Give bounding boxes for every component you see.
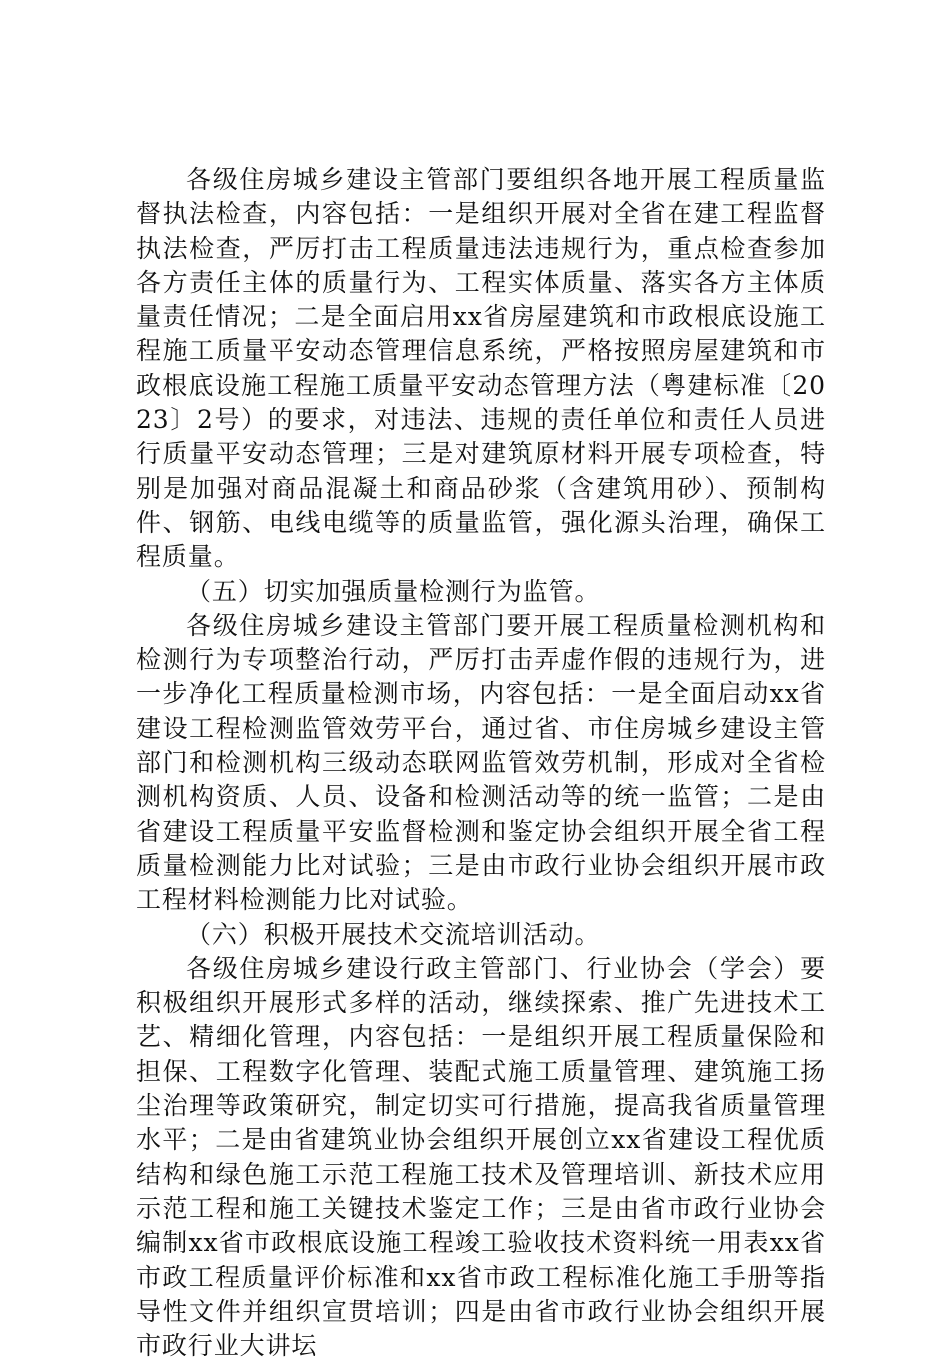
section-heading-6: （六）积极开展技术交流培训活动。 — [186, 919, 601, 949]
document-page — [136, 163, 826, 1363]
paragraph-testing: 各级住房城乡建设主管部门要开展工程质量检测机构和检测行为专项整治行动，严厉打击弄虚作假的违规行为，进一步净化工程质量检测市场，内容包括：一是全面启动xx省建设工程检测监管效劳平台，通过省、市住房城乡建设主管部门和检测机构三级动态联网监管效劳机制，形成对全省检测机构资质、人员、设备和检测活动等的统一监管；二是由省建设工程质量平安监督检测和鉴定协会组织开展全省工程质量检测能力比对试验；三是由市政行业协会组织开展市政工程材料检测能力比对试验。 — [136, 610, 826, 915]
paragraph-training: 各级住房城乡建设行政主管部门、行业协会（学会）要积极组织开展形式多样的活动，继续探索、推广先进技术工艺、精细化管理，内容包括：一是组织开展工程质量保险和担保、工程数字化管理、装配式施工质量管理、建筑施工扬尘治理等政策研究，制定切实可行措施，提高我省质量管理水平；二是由省建筑业协会组织开展创立xx省建设工程优质结构和绿色施工示范工程施工技术及管理培训、新技术应用示范工程和施工关键技术鉴定工作；三是由省市政行业协会编制xx省市政根底设施工程竣工验收技术资料统一用表xx省市政工程质量评价标准和xx省市政工程标准化施工手册等指导性文件并组织宣贯培训；四是由省市政行业协会组织开展市政行业大讲坛 — [136, 953, 826, 1361]
section-heading-5: （五）切实加强质量检测行为监管。 — [186, 576, 601, 606]
paragraph-inspection: 各级住房城乡建设主管部门要组织各地开展工程质量监督执法检查，内容包括：一是组织开展对全省在建工程监督执法检查，严厉打击工程质量违法违规行为，重点检查参加各方责任主体的质量行为、工程实体质量、落实各方主体质量责任情况；二是全面启用xx省房屋建筑和市政根底设施工程施工质量平安动态管理信息系统，严格按照房屋建筑和市政根底设施工程施工质量平安动态管理方法（粤建标准〔2023〕2号）的要求，对违法、违规的责任单位和责任人员进行质量平安动态管理；三是对建筑原材料开展专项检查，特别是加强对商品混凝土和商品砂浆（含建筑用砂）、预制构件、钢筋、电线电缆等的质量监管，强化源头治理，确保工程质量。 — [136, 165, 826, 572]
